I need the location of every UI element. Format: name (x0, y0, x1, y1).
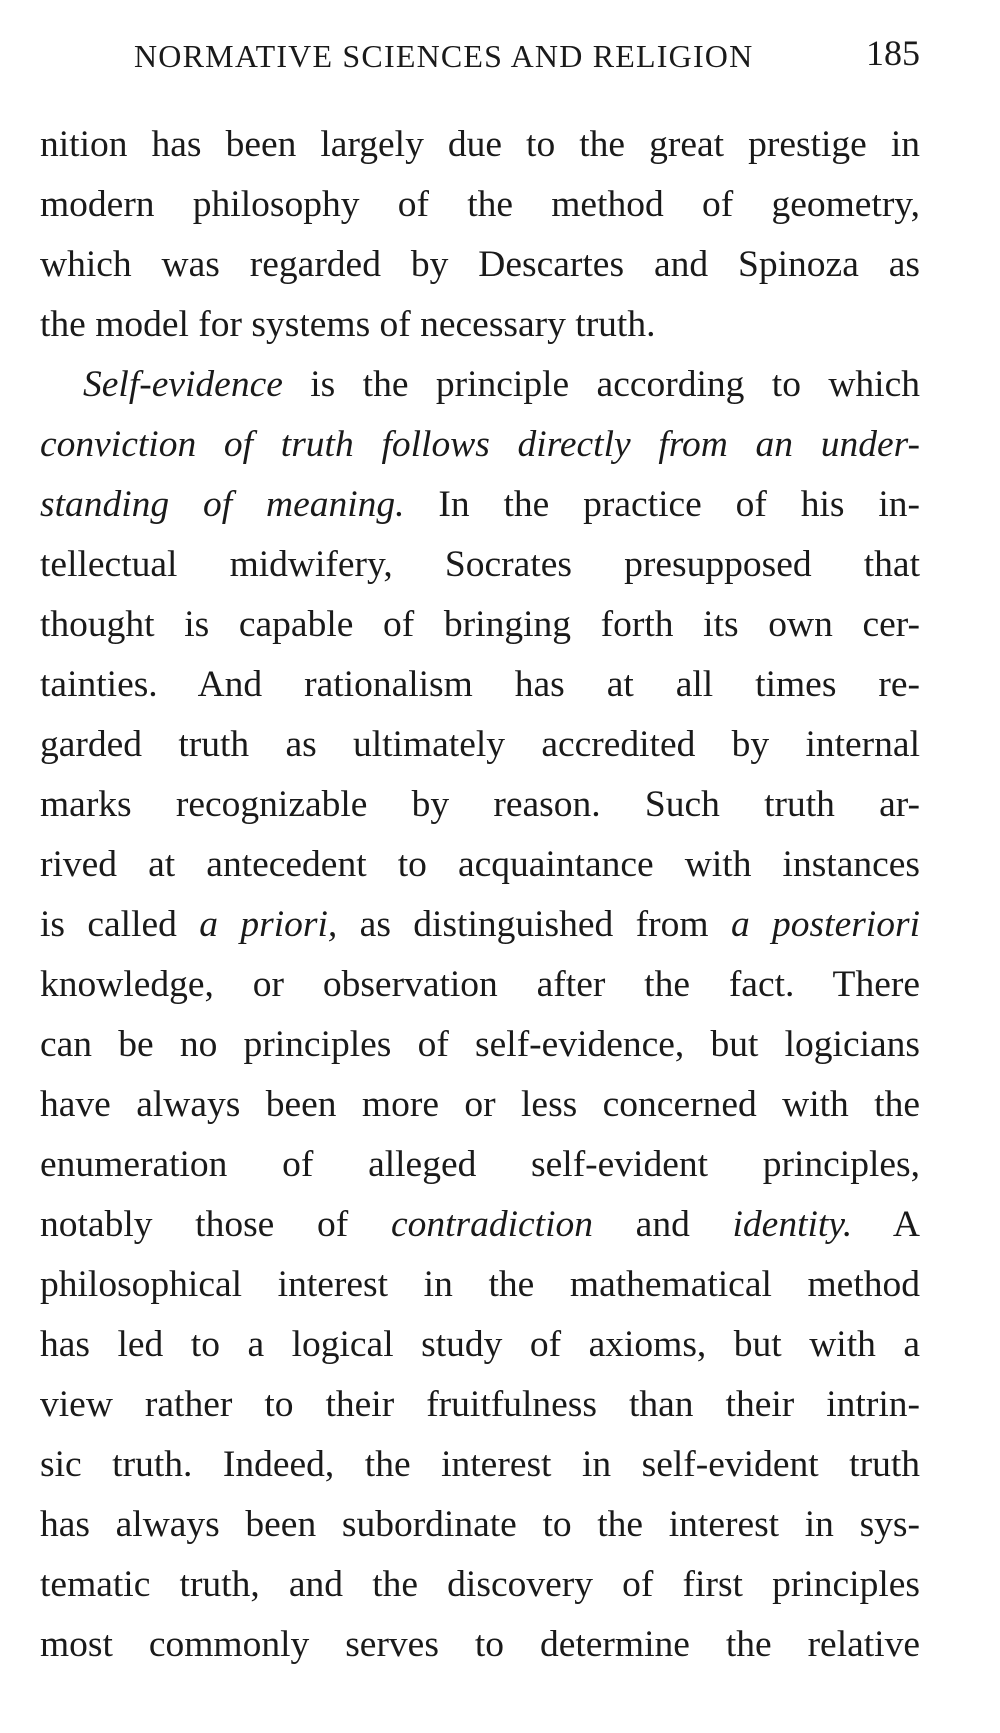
text-run: have always been more or less concerned with the (40, 1084, 920, 1125)
text-line (40, 595, 920, 655)
text-line (40, 475, 920, 535)
text-line (40, 1075, 920, 1135)
text-line (40, 235, 920, 295)
text-line (40, 295, 920, 355)
text-run: the model for systems of necessary truth. (40, 304, 656, 345)
text-run: most commonly serves to determine the relative (40, 1624, 920, 1665)
running-head (40, 30, 920, 80)
text-run: philosophical interest in the mathematical method (40, 1264, 920, 1305)
text-run: tematic truth, and the discovery of first principles (40, 1564, 920, 1605)
text-line (40, 1435, 920, 1495)
text-run: sic truth. Indeed, the interest in self-evident truth (40, 1444, 920, 1485)
text-line (40, 1375, 920, 1435)
text-line (40, 1015, 920, 1075)
text-line (40, 655, 920, 715)
text-run: A (852, 1204, 920, 1245)
text-run: and (593, 1204, 733, 1245)
text-run: nition has been largely due to the great prestige in (40, 124, 920, 165)
text-line (40, 955, 920, 1015)
body-text (40, 115, 920, 1675)
italic-text: Self-evidence (83, 364, 283, 405)
text-line (40, 715, 920, 775)
text-run: as distinguished from (337, 904, 731, 945)
italic-text: contradiction (390, 1204, 593, 1245)
text-line (40, 1495, 920, 1555)
italic-text: conviction of truth follows directly from an under- (40, 424, 920, 465)
text-run: tellectual midwifery, Socrates presupposed that (40, 544, 920, 585)
text-line (40, 355, 920, 415)
text-line (40, 1315, 920, 1375)
text-run: tainties. And rationalism has at all times re- (40, 664, 920, 705)
italic-text: standing of meaning. (40, 484, 405, 525)
text-run: garded truth as ultimately accredited by internal (40, 724, 920, 765)
text-line (40, 1255, 920, 1315)
text-run: knowledge, or observation after the fact. There (40, 964, 920, 1005)
text-run: marks recognizable by reason. Such truth ar- (40, 784, 920, 825)
text-line (40, 1195, 920, 1255)
text-run: enumeration of alleged self-evident principles, (40, 1144, 920, 1185)
text-line (40, 1555, 920, 1615)
text-run: which was regarded by Descartes and Spinoza as (40, 244, 920, 285)
text-line (40, 175, 920, 235)
text-run: thought is capable of bringing forth its own cer- (40, 604, 920, 645)
text-run: view rather to their fruitfulness than their intrin- (40, 1384, 920, 1425)
text-line (40, 535, 920, 595)
italic-text: identity. (732, 1204, 853, 1245)
text-run: can be no principles of self-evidence, but logicians (40, 1024, 920, 1065)
text-run: is called (40, 904, 200, 945)
text-run: In the practice of his in- (404, 484, 920, 525)
text-run: has led to a logical study of axioms, but with a (40, 1324, 920, 1365)
page-number: 185 (866, 33, 920, 73)
text-line (40, 895, 920, 955)
text-line (40, 1135, 920, 1195)
running-title: NORMATIVE SCIENCES AND RELIGION (134, 38, 754, 74)
text-line (40, 115, 920, 175)
text-line (40, 775, 920, 835)
text-run: notably those of (40, 1204, 391, 1245)
italic-text: a priori, (199, 904, 338, 945)
text-line (40, 835, 920, 895)
text-run: is the principle according to which (282, 364, 920, 405)
text-run: has always been subordinate to the interest in sys- (40, 1504, 920, 1545)
italic-text: a posteriori (730, 904, 920, 945)
text-line (40, 415, 920, 475)
text-line (40, 1615, 920, 1675)
text-run: rived at antecedent to acquaintance with instances (40, 844, 920, 885)
text-run: modern philosophy of the method of geometry, (40, 184, 920, 225)
